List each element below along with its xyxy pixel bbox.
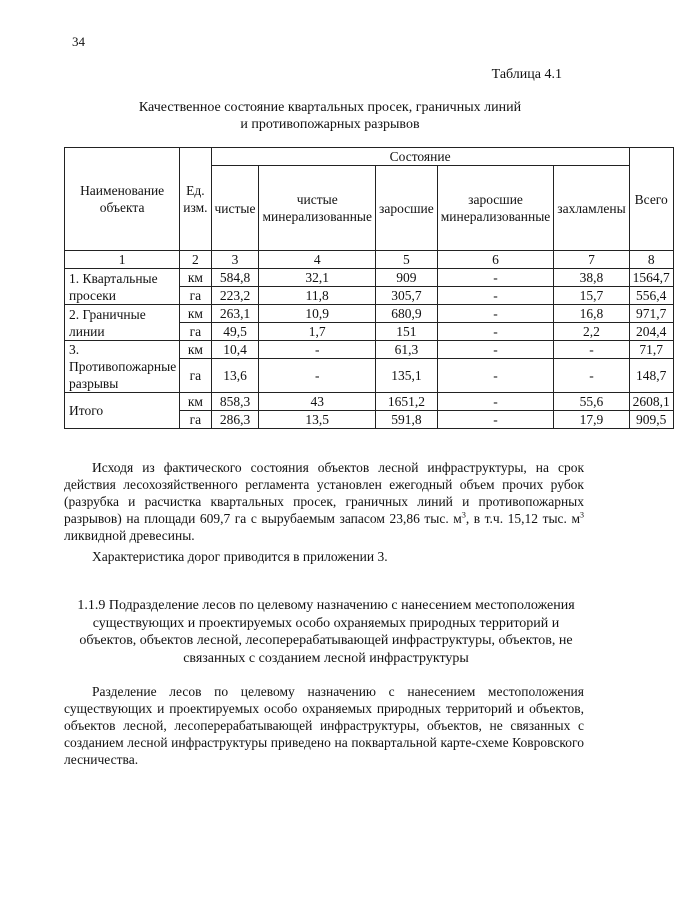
header-unit: Ед. изм.: [180, 148, 211, 251]
table-cell: -: [554, 341, 629, 359]
table-title-line-1: Качественное состояние квартальных просек, граничных линий: [138, 100, 522, 115]
table-cell: 556,4: [629, 287, 673, 305]
row-group-name: 3. Противопожарные разрывы: [65, 341, 180, 393]
header-overgrown: заросшие: [376, 166, 438, 251]
header-clean-mineralized: чистые минерализованные: [259, 166, 376, 251]
row-group-name: 2. Граничные линии: [65, 305, 180, 341]
header-state: Состояние: [211, 148, 629, 166]
table-cell: 49,5: [211, 323, 259, 341]
table-cell: -: [554, 359, 629, 393]
column-number: 3: [211, 251, 259, 269]
table-cell: 971,7: [629, 305, 673, 323]
header-overgrown-mineralized: заросшие минерализованные: [437, 166, 554, 251]
table-cell: 32,1: [259, 269, 376, 287]
table-cell: 680,9: [376, 305, 438, 323]
paragraph1-text-c: ликвидной древесины.: [64, 528, 195, 543]
table-cell: 2608,1: [629, 393, 673, 411]
table-cell: 1564,7: [629, 269, 673, 287]
paragraph2-text: Характеристика дорог приводится в приложении 3.: [92, 549, 388, 564]
table-cell: км: [180, 341, 211, 359]
table-cell: 15,7: [554, 287, 629, 305]
superscript: 3: [580, 510, 584, 520]
table-cell: 151: [376, 323, 438, 341]
table-cell: 263,1: [211, 305, 259, 323]
table-row: [65, 393, 674, 411]
table-row: [65, 305, 674, 323]
paragraph3-text: Разделение лесов по целевому назначению с нанесением местоположения существующих и проектируемых особо охраняемых природных территорий и объектов, объектов лесной, лесоперерабатывающей инфраструктуры, объектов, не связанных с созданием лесной инфраструктуры приведено на поквартальной карте-схеме Ковровского лесничества.: [64, 684, 584, 767]
header-littered: захламлены: [554, 166, 629, 251]
table-cell: -: [437, 287, 554, 305]
table-cell: 13,5: [259, 411, 376, 429]
table-cell: 55,6: [554, 393, 629, 411]
table-cell: 858,3: [211, 393, 259, 411]
section-heading: 1.1.9 Подразделение лесов по целевому назначению с нанесением местоположения существующих и проектируемых особо охраняемых природных территорий и объектов, объектов лесной, лесоперерабатывающей инфраструктуры, объектов, не связанных с созданием лесной инфраструктуры: [77, 598, 575, 666]
table-cell: 305,7: [376, 287, 438, 305]
table-cell: 909: [376, 269, 438, 287]
table-row: [65, 269, 674, 287]
paragraph-forest-division: [64, 683, 584, 768]
row-group-name: Итого: [65, 393, 180, 429]
table-cell: 10,9: [259, 305, 376, 323]
column-number: 6: [437, 251, 554, 269]
table-cell: 584,8: [211, 269, 259, 287]
table-cell: -: [437, 411, 554, 429]
table-cell: -: [437, 341, 554, 359]
table-cell: -: [437, 305, 554, 323]
table-cell: 909,5: [629, 411, 673, 429]
table-cell: км: [180, 393, 211, 411]
table-cell: 11,8: [259, 287, 376, 305]
table-cell: 2,2: [554, 323, 629, 341]
table-cell: 223,2: [211, 287, 259, 305]
table-cell: га: [180, 359, 211, 393]
column-number: 1: [65, 251, 180, 269]
table-cell: -: [437, 393, 554, 411]
table-cell: -: [437, 323, 554, 341]
column-number: 2: [180, 251, 211, 269]
table-cell: 1651,2: [376, 393, 438, 411]
superscript: 3: [461, 510, 466, 520]
table-cell: км: [180, 269, 211, 287]
table-cell: 10,4: [211, 341, 259, 359]
table-cell: -: [437, 359, 554, 393]
column-number: 8: [629, 251, 673, 269]
paragraph-prescribed-cuttings: [64, 459, 584, 544]
table-cell: -: [437, 269, 554, 287]
table-row: [65, 341, 674, 359]
table-cell: га: [180, 287, 211, 305]
table-title: [70, 99, 590, 133]
table-cell: 16,8: [554, 305, 629, 323]
table-cell: 43: [259, 393, 376, 411]
header-clean: чистые: [211, 166, 259, 251]
table-cell: 38,8: [554, 269, 629, 287]
header-total: Всего: [629, 148, 673, 251]
table-cell: 1,7: [259, 323, 376, 341]
table-cell: 204,4: [629, 323, 673, 341]
table-cell: 13,6: [211, 359, 259, 393]
table-cell: -: [259, 341, 376, 359]
table-cell: 17,9: [554, 411, 629, 429]
table-cell: 71,7: [629, 341, 673, 359]
paragraph1-text-a: Исходя из фактического состояния объектов лесной инфраструктуры, на срок действия лесохозяйственного регламента установлен ежегодный объем прочих рубок (разрубка и расчистка квартальных просек, граничных линий и противопожарных разрывов) на площади 609,7 га с вырубаемым запасом 23,86 тыс. м: [64, 460, 584, 526]
table-cell: га: [180, 323, 211, 341]
table-cell: 286,3: [211, 411, 259, 429]
table-cell: 148,7: [629, 359, 673, 393]
table-cell: -: [259, 359, 376, 393]
table-cell: 61,3: [376, 341, 438, 359]
infrastructure-table: [64, 147, 674, 429]
table-cell: км: [180, 305, 211, 323]
paragraph-roads: [64, 548, 584, 565]
paragraph1-text-b: , в т.ч. 15,12 тыс. м: [465, 511, 580, 526]
table-cell: га: [180, 411, 211, 429]
column-number-row: [65, 251, 674, 269]
row-group-name: 1. Квартальные просеки: [65, 269, 180, 305]
column-number: 5: [376, 251, 438, 269]
column-number: 7: [554, 251, 629, 269]
header-name: Наименование объекта: [65, 148, 180, 251]
table-title-line-2: и противопожарных разрывов: [240, 117, 420, 132]
table-caption: Таблица 4.1: [491, 67, 562, 82]
table-cell: 591,8: [376, 411, 438, 429]
column-number: 4: [259, 251, 376, 269]
table-cell: 135,1: [376, 359, 438, 393]
page-number: 34: [72, 34, 85, 49]
